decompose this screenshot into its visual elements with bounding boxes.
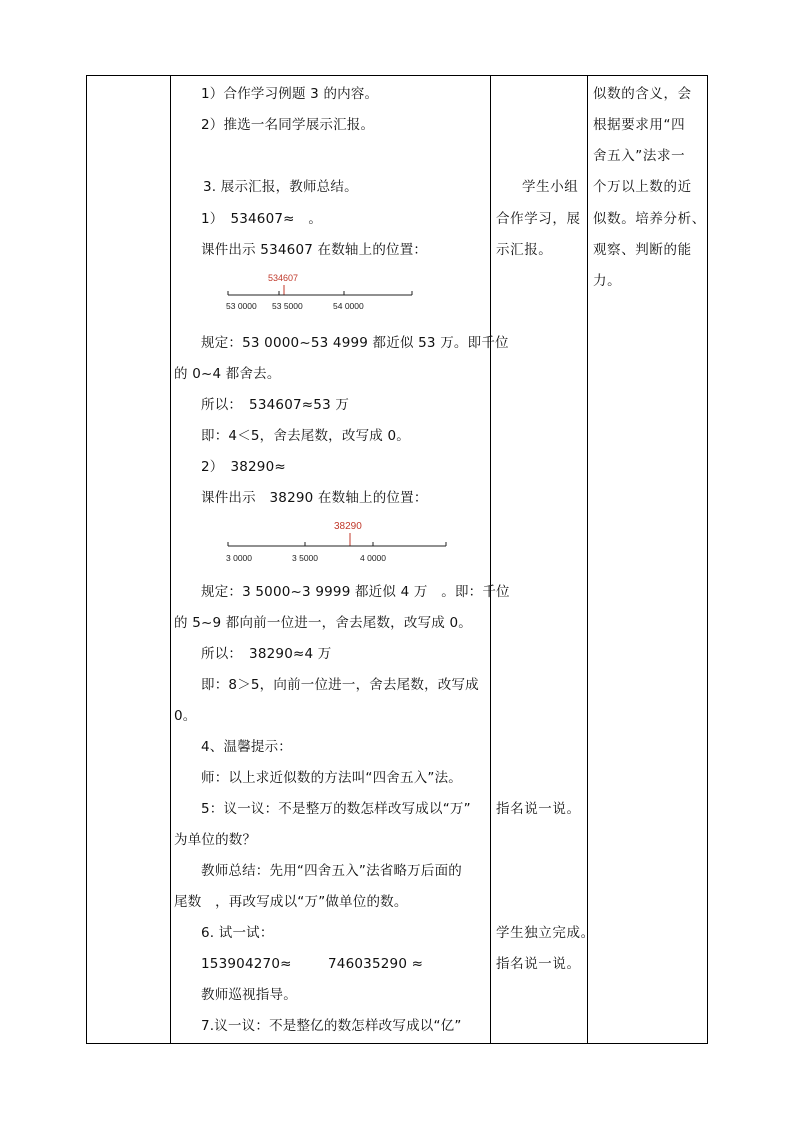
number-line-marked-value: 38290 bbox=[334, 521, 362, 532]
purpose-text: 似数的含义，会 bbox=[593, 86, 692, 102]
text-line: 为单位的数？ bbox=[174, 832, 257, 848]
purpose-text: 个万以上数的近 bbox=[593, 179, 692, 195]
purpose-text: 根据要求用“四 bbox=[593, 117, 686, 133]
text-line: 即：4＜5，舍去尾数，改写成 0。 bbox=[201, 428, 410, 444]
text-line: 5：议一议：不是整万的数怎样改写成以“万” bbox=[201, 801, 471, 817]
purpose-text: 舍五入”法求一 bbox=[593, 148, 686, 164]
tick-label: 54 0000 bbox=[333, 301, 364, 311]
teaching-process-column bbox=[171, 76, 510, 1043]
purpose-text: 似数。培养分析、 bbox=[593, 211, 706, 227]
tick-label: 3 5000 bbox=[292, 553, 318, 563]
student-text: 学生独立完成。 bbox=[496, 925, 595, 941]
text-line: 2）推选一名同学展示汇报。 bbox=[201, 117, 375, 133]
text-line: 课件出示 534607 在数轴上的位置： bbox=[201, 242, 428, 258]
number-line-38290 bbox=[226, 518, 456, 564]
purpose-text: 观察、判断的能 bbox=[593, 242, 692, 258]
lesson-plan-table bbox=[86, 75, 708, 1044]
design-purpose-column bbox=[589, 76, 707, 1043]
text-line: 规定：53 0000~53 4999 都近似 53 万。即千位 bbox=[201, 335, 509, 351]
tick-label: 4 0000 bbox=[360, 553, 386, 563]
tick-label: 3 0000 bbox=[226, 553, 252, 563]
tick-label: 53 0000 bbox=[226, 301, 257, 311]
text-line: 尾数 ，再改写成以“万”做单位的数。 bbox=[174, 894, 408, 910]
student-text: 合作学习，展 bbox=[496, 211, 581, 227]
text-line: 1） 534607≈ 。 bbox=[201, 211, 323, 227]
text-line: 课件出示 38290 在数轴上的位置： bbox=[201, 490, 428, 506]
text-line: 所以： 534607≈53 万 bbox=[201, 397, 350, 413]
text-line: 0。 bbox=[174, 708, 197, 724]
student-text: 学生小组 bbox=[522, 179, 579, 195]
number-line-534607 bbox=[226, 272, 416, 314]
tick-label: 53 5000 bbox=[272, 301, 303, 311]
text-line: 1）合作学习例题 3 的内容。 bbox=[201, 86, 379, 102]
student-text: 指名说一说。 bbox=[496, 801, 581, 817]
text-line: 即：8＞5，向前一位进一，舍去尾数，改写成 bbox=[201, 677, 479, 693]
text-line: 的 0~4 都舍去。 bbox=[174, 366, 281, 382]
student-text: 指名说一说。 bbox=[496, 956, 581, 972]
purpose-text: 力。 bbox=[593, 273, 622, 289]
text-line: 7.议一议：不是整亿的数怎样改写成以“亿” bbox=[201, 1018, 462, 1034]
text-line: 师：以上求近似数的方法叫“四舍五入”法。 bbox=[201, 770, 462, 786]
student-text: 示汇报。 bbox=[496, 242, 553, 258]
text-line: 746035290 ≈ bbox=[328, 956, 424, 972]
text-line: 3. 展示汇报，教师总结。 bbox=[203, 179, 358, 195]
number-line-marked-value: 534607 bbox=[268, 273, 299, 283]
text-line: 的 5~9 都向前一位进一，舍去尾数，改写成 0。 bbox=[174, 615, 472, 631]
text-line: 6. 试一试： bbox=[201, 925, 274, 941]
text-line: 153904270≈ bbox=[201, 956, 292, 972]
text-line: 所以： 38290≈4 万 bbox=[201, 646, 332, 662]
text-line: 规定：3 5000~3 9999 都近似 4 万 。即：千位 bbox=[201, 584, 510, 600]
student-activity-column bbox=[492, 76, 595, 1043]
text-line: 2） 38290≈ bbox=[201, 459, 286, 475]
text-line: 教师总结：先用“四舍五入”法省略万后面的 bbox=[201, 863, 462, 879]
text-line: 4、温馨提示： bbox=[201, 739, 292, 755]
text-line: 教师巡视指导。 bbox=[201, 987, 297, 1003]
